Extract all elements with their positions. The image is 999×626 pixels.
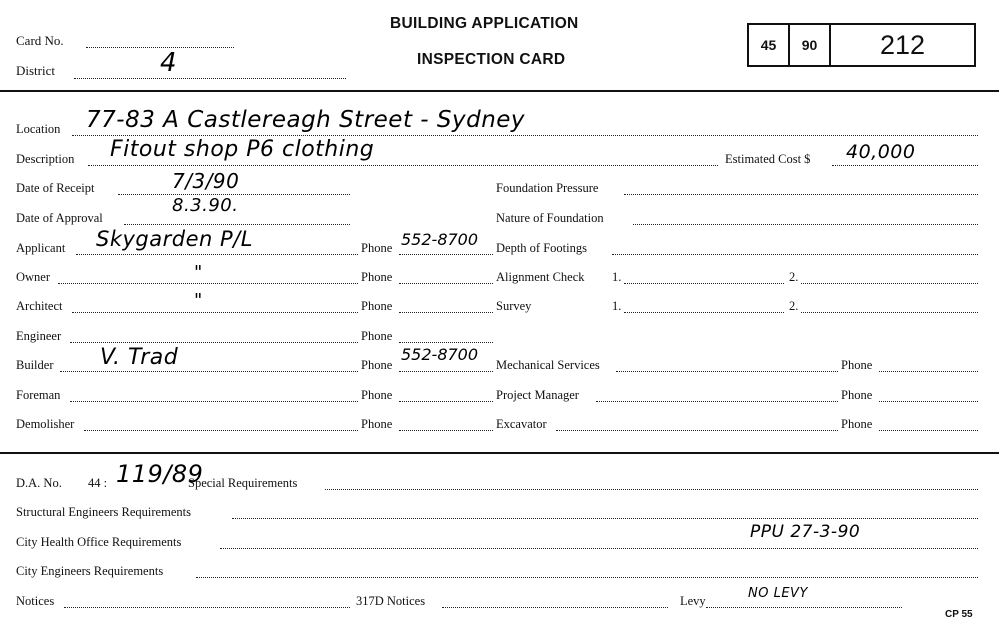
builder-value: V. Trad <box>100 345 179 370</box>
special-requirements-field[interactable] <box>325 489 978 490</box>
location-value: 77-83 A Castlereagh Street - Sydney <box>86 107 526 133</box>
da-no-label: D.A. No. <box>16 476 62 490</box>
foundation-pressure-label: Foundation Pressure <box>496 181 599 195</box>
levy-label: Levy <box>680 594 706 608</box>
description-field[interactable] <box>88 165 718 166</box>
date-approval-label: Date of Approval <box>16 211 103 225</box>
depth-footings-field[interactable] <box>612 254 978 255</box>
card-number-cell-2: 90 <box>790 25 831 65</box>
da-no-value: 119/89 <box>116 460 204 488</box>
applicant-value: Skygarden P/L <box>96 227 253 251</box>
notices-317d-label: 317D Notices <box>356 594 426 608</box>
city-health-label: City Health Office Requirements <box>16 535 182 549</box>
project-manager-phone-field[interactable] <box>879 401 978 402</box>
architect-value: " <box>194 290 203 311</box>
applicant-label: Applicant <box>16 241 66 255</box>
demolisher-label: Demolisher <box>16 417 75 431</box>
excavator-phone-label: Phone <box>841 417 873 431</box>
location-field[interactable] <box>72 135 978 136</box>
builder-phone-label: Phone <box>361 358 393 372</box>
engineer-field[interactable] <box>70 342 358 343</box>
date-approval-field[interactable] <box>124 224 350 225</box>
architect-field[interactable] <box>72 312 358 313</box>
owner-value: " <box>194 262 203 283</box>
special-requirements-label: Special Requirements <box>188 476 298 490</box>
levy-value: NO LEVY <box>748 586 808 601</box>
alignment-check-label: Alignment Check <box>496 270 585 284</box>
estimated-cost-label: Estimated Cost $ <box>725 152 811 166</box>
applicant-field[interactable] <box>76 254 358 255</box>
applicant-phone-value: 552-8700 <box>401 230 479 249</box>
alignment-num-2: 2. <box>789 270 799 284</box>
excavator-phone-field[interactable] <box>879 430 978 431</box>
section-divider <box>0 452 999 454</box>
city-engineers-field[interactable] <box>196 577 978 578</box>
foreman-phone-label: Phone <box>361 388 393 402</box>
estimated-cost-value: 40,000 <box>846 141 916 163</box>
owner-phone-field[interactable] <box>399 283 493 284</box>
structural-requirements-label: Structural Engineers Requirements <box>16 505 191 519</box>
owner-field[interactable] <box>58 283 358 284</box>
survey-label: Survey <box>496 299 532 313</box>
owner-label: Owner <box>16 270 51 284</box>
owner-phone-label: Phone <box>361 270 393 284</box>
foundation-pressure-field[interactable] <box>624 194 978 195</box>
district-field[interactable] <box>74 78 346 79</box>
project-manager-phone-label: Phone <box>841 388 873 402</box>
project-manager-field[interactable] <box>596 401 838 402</box>
mechanical-phone-field[interactable] <box>879 371 978 372</box>
demolisher-field[interactable] <box>84 430 358 431</box>
form-code: CP 55 <box>945 609 973 620</box>
mechanical-phone-label: Phone <box>841 358 873 372</box>
demolisher-phone-field[interactable] <box>399 430 493 431</box>
header-divider <box>0 90 999 92</box>
builder-phone-field[interactable] <box>399 371 493 372</box>
date-receipt-value: 7/3/90 <box>172 169 240 193</box>
notices-field[interactable] <box>64 607 350 608</box>
date-receipt-label: Date of Receipt <box>16 181 95 195</box>
district-value: 4 <box>160 48 178 78</box>
excavator-field[interactable] <box>556 430 838 431</box>
excavator-label: Excavator <box>496 417 547 431</box>
project-manager-label: Project Manager <box>496 388 579 402</box>
card-number-box <box>747 23 976 67</box>
alignment-field-2[interactable] <box>801 283 978 284</box>
survey-field-2[interactable] <box>801 312 978 313</box>
demolisher-phone-label: Phone <box>361 417 393 431</box>
survey-num-2: 2. <box>789 299 799 313</box>
survey-field-1[interactable] <box>624 312 784 313</box>
builder-label: Builder <box>16 358 54 372</box>
description-label: Description <box>16 152 75 166</box>
applicant-phone-field[interactable] <box>399 254 493 255</box>
engineer-label: Engineer <box>16 329 62 343</box>
city-health-value: PPU 27-3-90 <box>750 522 861 542</box>
architect-phone-label: Phone <box>361 299 393 313</box>
city-engineers-label: City Engineers Requirements <box>16 564 164 578</box>
city-health-field[interactable] <box>220 548 978 549</box>
engineer-phone-field[interactable] <box>399 342 493 343</box>
alignment-field-1[interactable] <box>624 283 784 284</box>
levy-field[interactable] <box>706 607 902 608</box>
foreman-label: Foreman <box>16 388 61 402</box>
notices-label: Notices <box>16 594 55 608</box>
foreman-field[interactable] <box>70 401 358 402</box>
card-no-label: Card No. <box>16 33 64 48</box>
location-label: Location <box>16 122 61 136</box>
notices-317d-field[interactable] <box>442 607 668 608</box>
engineer-phone-label: Phone <box>361 329 393 343</box>
nature-foundation-label: Nature of Foundation <box>496 211 604 225</box>
mechanical-services-label: Mechanical Services <box>496 358 600 372</box>
district-label: District <box>16 63 55 78</box>
card-number-cell-1: 45 <box>749 25 790 65</box>
estimated-cost-field[interactable] <box>832 165 978 166</box>
architect-phone-field[interactable] <box>399 312 493 313</box>
applicant-phone-label: Phone <box>361 241 393 255</box>
builder-field[interactable] <box>60 371 358 372</box>
architect-label: Architect <box>16 299 63 313</box>
depth-footings-label: Depth of Footings <box>496 241 587 255</box>
date-approval-value: 8.3.90. <box>172 195 239 216</box>
card-title-line2: INSPECTION CARD <box>417 51 566 68</box>
nature-foundation-field[interactable] <box>633 224 978 225</box>
structural-requirements-field[interactable] <box>232 518 978 519</box>
description-value: Fitout shop P6 clothing <box>110 137 375 162</box>
mechanical-services-field[interactable] <box>616 371 838 372</box>
survey-num-1: 1. <box>612 299 622 313</box>
builder-phone-value: 552-8700 <box>401 345 479 364</box>
foreman-phone-field[interactable] <box>399 401 493 402</box>
alignment-num-1: 1. <box>612 270 622 284</box>
card-title-line1: BUILDING APPLICATION <box>390 15 579 32</box>
da-no-prefix: 44 : <box>88 476 108 490</box>
card-number-cell-3: 212 <box>879 29 926 60</box>
